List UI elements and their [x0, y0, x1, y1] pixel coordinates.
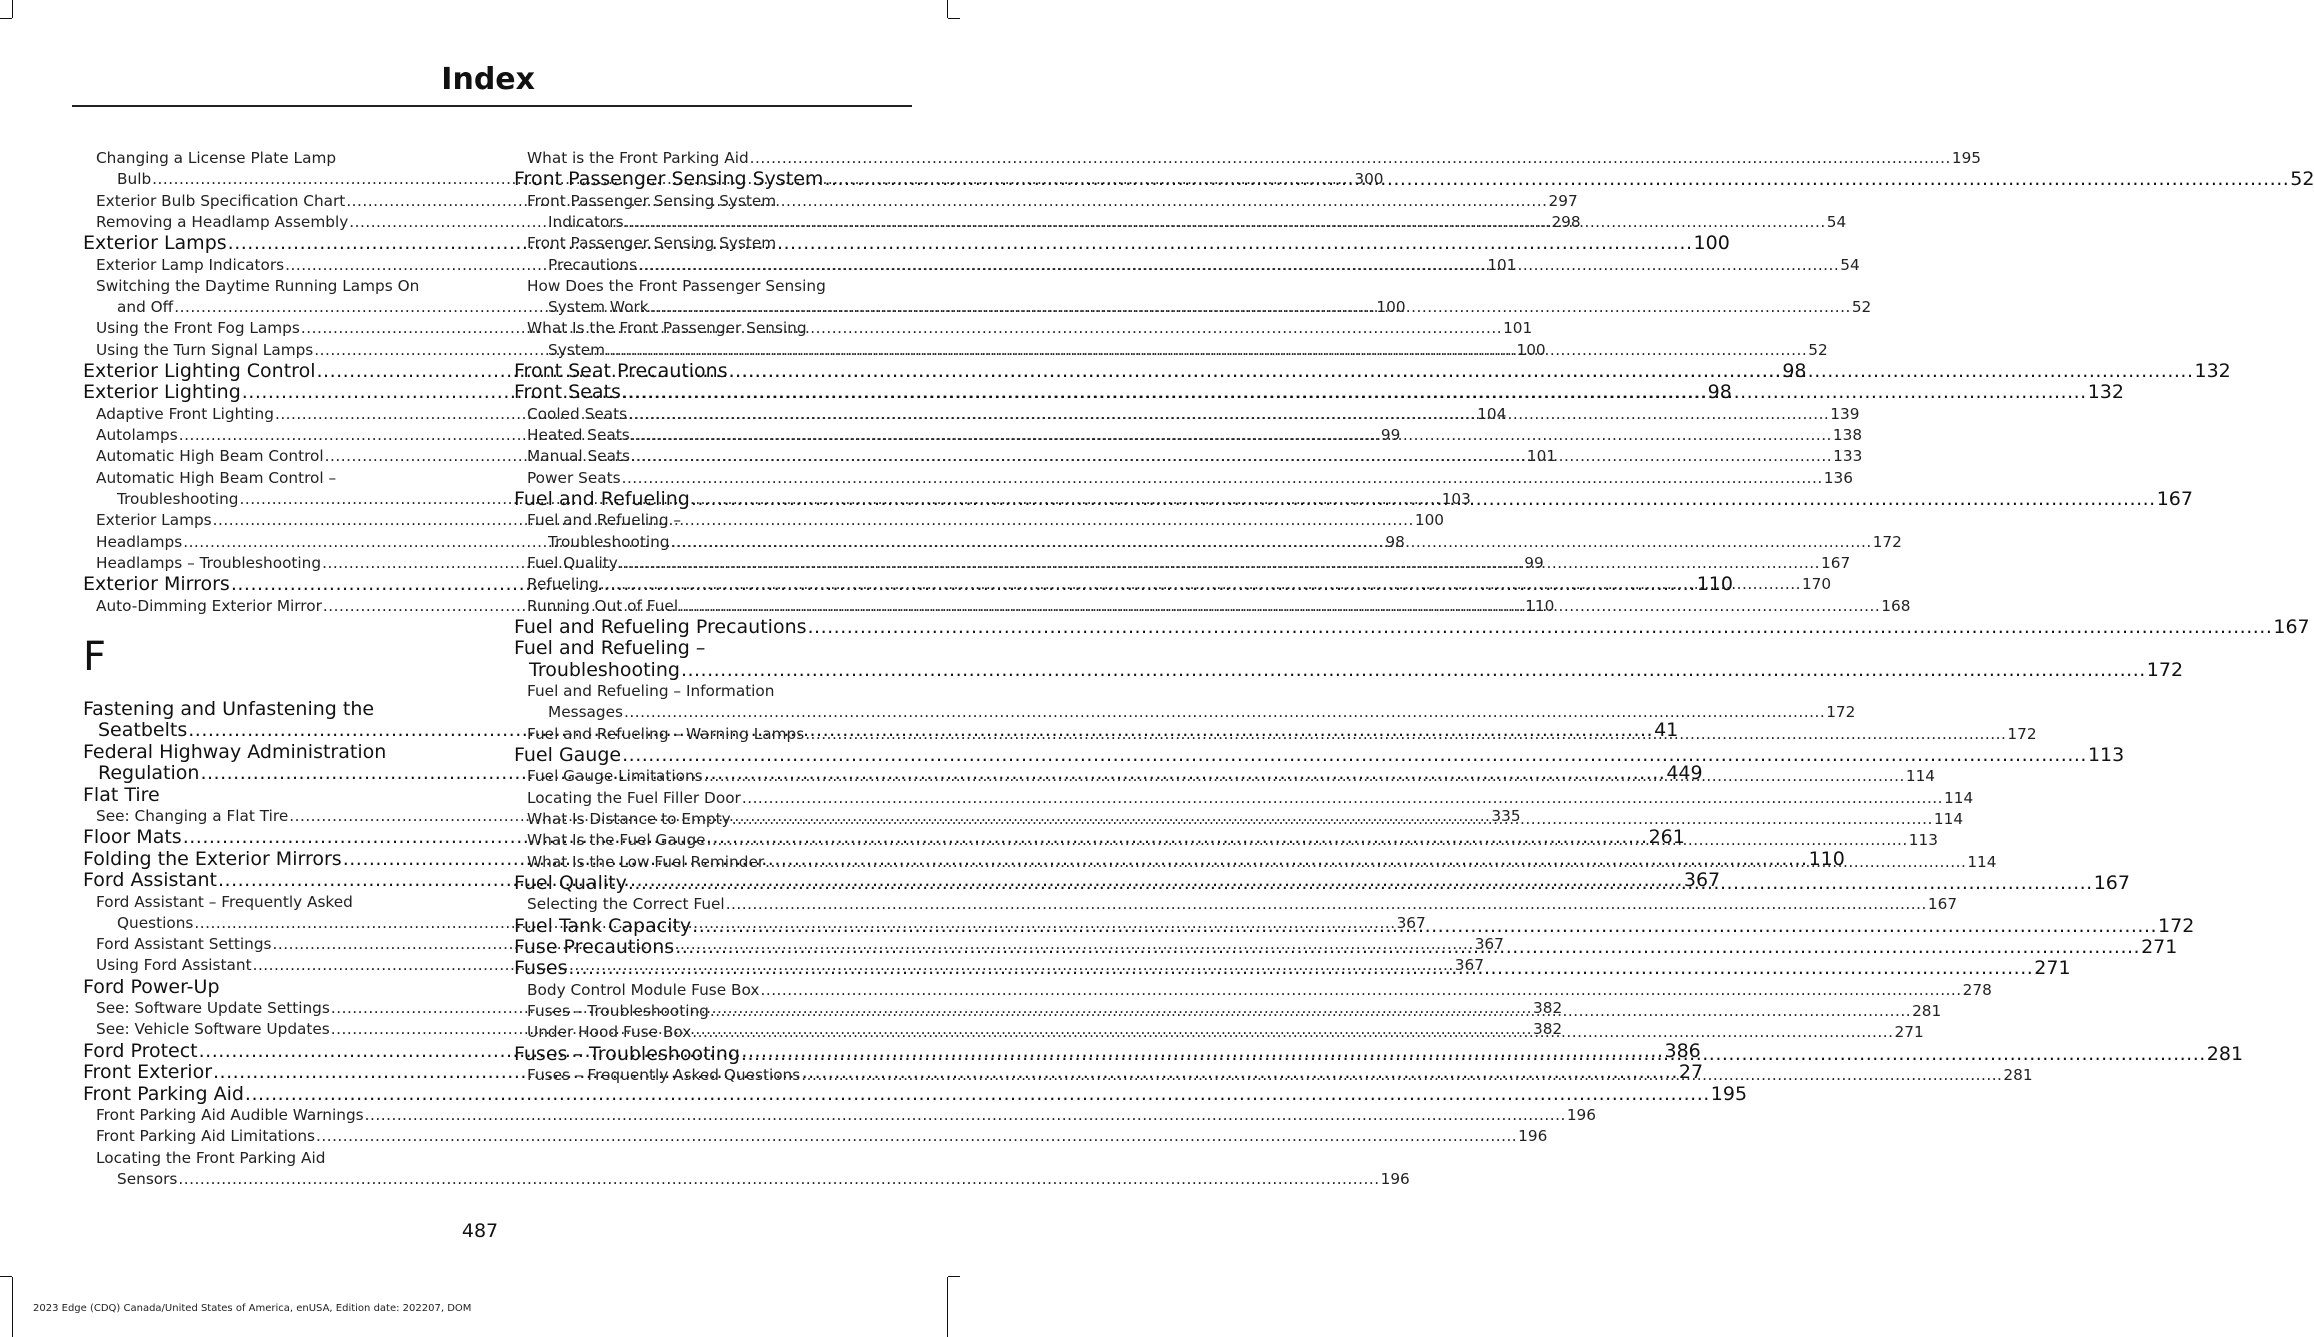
entry-page-number: 139	[1830, 404, 1860, 423]
dot-leader	[606, 340, 1807, 361]
entry-page-number: 367	[1396, 913, 1426, 932]
entry-page-number: 167	[2156, 488, 2193, 511]
entry-label: Removing a Headlamp Assembly	[96, 212, 349, 231]
index-heading: Fuel and Refueling –	[514, 637, 706, 660]
index-heading	[514, 615, 2310, 638]
crop-mark	[948, 18, 960, 19]
entry-page-number: 167	[1927, 895, 1958, 914]
crop-mark	[0, 1276, 12, 1277]
dot-leader	[679, 596, 1880, 617]
entry-label: Fuel and Refueling – Warning Lamps	[527, 724, 805, 743]
entry-page-number: 101	[1526, 447, 1557, 466]
index-subentry	[514, 702, 1856, 723]
entry-label: Front Passenger Sensing System	[514, 168, 824, 191]
entry-label: Locating the Fuel Filler Door	[527, 788, 741, 807]
entry-page-number: 52	[1851, 298, 1872, 317]
dot-leader	[625, 212, 1826, 233]
entry-page-number: 100	[1693, 232, 1730, 255]
index-subentry: Changing a License Plate Lamp	[96, 149, 337, 167]
entry-page-number: 271	[2034, 957, 2071, 980]
entry-page-number: 104	[1477, 404, 1507, 423]
index-subentry: Fuel and Refueling –	[527, 511, 682, 530]
entry-label: Body Control Module Fuse Box	[527, 980, 760, 999]
entry-label: Automatic High Beam Control	[96, 447, 324, 466]
crop-mark	[0, 18, 12, 19]
entry-page-number: 133	[1833, 447, 1863, 466]
dot-leader	[624, 702, 1825, 723]
footer-edition-info: 2023 Edge (CDQ) Canada/United States of America, enUSA, Edition date: 202207, DOM	[33, 1303, 472, 1314]
dot-leader	[805, 724, 2006, 745]
entry-page-number: 278	[1962, 980, 1992, 999]
entry-label: System Work	[548, 298, 649, 317]
entry-page-number: 367	[1474, 935, 1504, 954]
entry-label: Fuel and Refueling Precautions	[514, 615, 807, 638]
entry-label: See: Software Update Settings	[96, 999, 330, 1018]
dot-leader	[692, 1022, 1893, 1043]
dot-leader	[671, 532, 1872, 553]
entry-page-number: 110	[1696, 573, 1733, 596]
entry-label: Autolamps	[96, 426, 178, 445]
entry-page-number: 172	[2007, 724, 2037, 743]
entry-page-number: 281	[2206, 1042, 2244, 1065]
index-subentry: Automatic High Beam Control –	[96, 468, 337, 487]
dot-leader	[710, 1001, 1911, 1022]
entry-label: Exterior Lamps	[96, 511, 212, 530]
dot-leader	[729, 361, 2194, 382]
entry-page-number: 335	[1491, 807, 1521, 825]
dot-leader	[622, 382, 2087, 403]
dot-leader	[704, 766, 1905, 787]
entry-label: Using the Front Fog Lamps	[96, 319, 300, 338]
entry-label: Folding the Exterior Mirrors	[83, 847, 342, 870]
entry-label: Questions	[117, 913, 194, 932]
entry-label: Manual Seats	[527, 447, 630, 466]
entry-page-number: 170	[1801, 575, 1832, 594]
entry-page-number: 114	[1944, 788, 1974, 807]
index-subentry	[83, 1105, 1597, 1126]
entry-page-number: 54	[1826, 213, 1847, 231]
entry-page-number: 195	[1951, 149, 1982, 167]
entry-page-number: 132	[2087, 381, 2124, 404]
dot-leader	[707, 830, 1908, 851]
entry-page-number: 138	[1832, 426, 1863, 445]
entry-page-number: 367	[1683, 869, 1721, 892]
entry-page-number: 168	[1881, 596, 1911, 615]
entry-page-number: 386	[1664, 1039, 1701, 1062]
entry-page-number: 103	[1441, 490, 1471, 509]
index-heading	[514, 744, 2125, 767]
entry-label: Fuel Quality	[527, 554, 618, 573]
index-heading: Federal Highway Administration	[83, 740, 387, 763]
entry-page-number: 99	[1524, 553, 1544, 572]
dot-leader	[628, 404, 1829, 425]
dot-leader	[631, 425, 1832, 446]
entry-label: Ford Protect	[83, 1039, 198, 1062]
entry-page-number: 298	[1551, 212, 1581, 231]
entry-label: Front Exterior	[83, 1061, 213, 1084]
entry-label: Fuel Quality	[514, 871, 627, 894]
entry-label: See: Vehicle Software Updates	[96, 1020, 330, 1039]
index-subentry: Front Passenger Sensing System	[527, 191, 777, 210]
section-letter: F	[83, 633, 107, 680]
entry-label: Indicators	[548, 213, 624, 231]
entry-page-number: 271	[2141, 936, 2178, 959]
dot-leader	[245, 1084, 1710, 1105]
entry-label: Fuses	[514, 957, 568, 980]
dot-leader	[732, 809, 1933, 830]
dot-leader	[741, 1044, 2206, 1065]
entry-label: Exterior Lamps	[83, 232, 227, 255]
entry-label: Front Seat Precautions	[514, 360, 728, 383]
entry-label: Running Out of Fuel	[527, 596, 679, 615]
entry-label: Fuel Gauge	[514, 744, 622, 767]
entry-label: What is the Front Parking Aid	[527, 149, 749, 167]
entry-label: and Off	[117, 298, 174, 317]
dot-leader	[622, 745, 2087, 766]
entry-label: Troubleshooting	[529, 658, 680, 681]
index-subentry	[514, 788, 1974, 809]
entry-label: Cooled Seats	[527, 404, 628, 423]
entry-page-number: 136	[1823, 468, 1853, 487]
dot-leader	[365, 1105, 1566, 1126]
entry-label: Exterior Lighting	[83, 381, 241, 404]
entry-label: Fuel and Refueling	[514, 488, 690, 511]
entry-page-number: 382	[1532, 1020, 1563, 1039]
entry-page-number: 54	[1840, 255, 1860, 274]
index-subentry: Ford Assistant – Frequently Asked	[96, 892, 353, 911]
entry-label: Sensors	[117, 1169, 178, 1188]
entry-label: Messages	[548, 703, 624, 722]
entry-label: Refueling	[527, 575, 599, 594]
entry-page-number: 449	[1666, 762, 1703, 785]
entry-page-number: 196	[1380, 1169, 1410, 1188]
entry-page-number: 172	[2158, 914, 2195, 937]
entry-page-number: 52	[2290, 168, 2314, 191]
entry-page-number: 41	[1654, 719, 1679, 742]
entry-label: What Is the Low Fuel Reminder	[527, 852, 765, 871]
entry-label: Fuel Gauge Limitations	[527, 767, 703, 786]
entry-label: Exterior Bulb Specification Chart	[96, 191, 346, 210]
index-subentry: Switching the Daytime Running Lamps On	[96, 276, 420, 295]
index-subentry: How Does the Front Passenger Sensing	[527, 276, 826, 295]
entry-page-number: 261	[1648, 826, 1685, 849]
entry-label: Bulb	[117, 170, 152, 189]
entry-label: Exterior Lamp Indicators	[96, 255, 285, 274]
entry-label: See: Changing a Flat Tire	[96, 807, 289, 825]
entry-label: Front Parking Aid Audible Warnings	[96, 1105, 364, 1124]
dot-leader	[691, 489, 2156, 510]
index-subentry: Fuel and Refueling – Information	[527, 682, 775, 701]
entry-page-number: 52	[1808, 340, 1828, 359]
entry-label: Exterior Lighting Control	[83, 360, 316, 383]
dot-leader	[742, 788, 1943, 809]
dot-leader	[622, 468, 1823, 489]
crop-mark	[947, 1277, 948, 1337]
index-subentry	[514, 980, 1992, 1001]
entry-page-number: 101	[1487, 255, 1517, 274]
entry-page-number: 114	[1967, 852, 1997, 871]
crop-mark	[12, 1277, 13, 1337]
dot-leader	[638, 255, 1839, 276]
dot-leader	[760, 980, 1961, 1001]
entry-label: System	[548, 340, 606, 359]
index-subentry	[83, 1169, 1410, 1190]
entry-label: Ford Assistant	[83, 869, 218, 892]
entry-page-number: 132	[2194, 360, 2231, 383]
entry-label: Fuses – Troubleshooting	[514, 1042, 740, 1065]
entry-label: Seatbelts	[98, 719, 188, 742]
index-heading: Ford Power-Up	[83, 975, 220, 998]
entry-label: What Is Distance to Empty	[527, 810, 731, 829]
dot-leader	[228, 233, 1693, 254]
entry-page-number: 113	[2087, 744, 2125, 767]
dot-leader	[675, 937, 2140, 958]
index-heading: Fastening and Unfastening the	[83, 697, 375, 720]
index-heading: Flat Tire	[83, 783, 160, 806]
dot-leader	[568, 958, 2033, 979]
entry-page-number: 167	[2093, 871, 2130, 894]
entry-page-number: 300	[1354, 170, 1384, 189]
entry-label: Front Parking Aid	[83, 1082, 244, 1105]
entry-page-number: 172	[1872, 532, 1902, 551]
entry-page-number: 196	[1566, 1105, 1597, 1124]
entry-label: Troubleshooting	[117, 490, 239, 509]
index-subentry: What Is the Front Passenger Sensing	[527, 319, 807, 338]
dot-leader	[316, 1126, 1517, 1147]
entry-page-number: 382	[1533, 999, 1563, 1018]
index-subentry: Front Passenger Sensing System	[527, 234, 777, 253]
entry-label: Adaptive Front Lighting	[96, 404, 274, 423]
entry-page-number: 167	[2273, 615, 2310, 638]
entry-label: Fuse Precautions	[514, 936, 675, 959]
entry-label: Fuses – Frequently Asked Questions	[527, 1066, 801, 1085]
dot-leader	[824, 169, 2289, 190]
entry-page-number: 114	[1933, 810, 1964, 829]
index-subentry	[83, 1126, 1548, 1147]
entry-label: Using the Turn Signal Lamps	[96, 340, 314, 359]
dot-leader	[650, 297, 1851, 318]
dot-leader	[692, 916, 2157, 937]
page-title: Index	[441, 62, 535, 97]
index-subentry	[514, 468, 1853, 489]
dot-leader	[681, 660, 2146, 681]
entry-page-number: 98	[1385, 532, 1405, 551]
entry-label: Ford Assistant Settings	[96, 935, 272, 954]
entry-page-number: 271	[1894, 1023, 1924, 1042]
dot-leader	[801, 1065, 2002, 1086]
entry-label: Troubleshooting	[548, 532, 670, 551]
entry-page-number: 100	[1414, 511, 1445, 530]
entry-label: Fuel Tank Capacity	[514, 914, 692, 937]
dot-leader	[628, 873, 2093, 894]
entry-page-number: 172	[2146, 658, 2184, 681]
entry-label: Precautions	[548, 255, 638, 274]
entry-page-number: 114	[1905, 767, 1936, 786]
entry-label: Headlamps – Troubleshooting	[96, 553, 322, 572]
entry-page-number: 110	[1808, 847, 1845, 870]
dot-leader	[619, 553, 1820, 574]
entry-page-number: 172	[1826, 703, 1856, 722]
dot-leader	[808, 617, 2273, 638]
crop-mark	[948, 1276, 960, 1277]
entry-label: Heated Seats	[527, 426, 630, 445]
crop-mark	[947, 0, 948, 18]
dot-leader	[750, 148, 1951, 169]
entry-page-number: 99	[1380, 426, 1401, 445]
entry-page-number: 98	[1782, 360, 1807, 383]
entry-label: Exterior Mirrors	[83, 573, 230, 596]
entry-page-number: 281	[2003, 1066, 2033, 1085]
entry-label: Using Ford Assistant	[96, 956, 252, 975]
header-divider	[72, 105, 912, 107]
entry-page-number: 196	[1518, 1127, 1548, 1146]
index-subentry: Locating the Front Parking Aid	[96, 1148, 326, 1167]
entry-page-number: 98	[1707, 381, 1732, 404]
dot-leader	[765, 852, 1966, 873]
dot-leader	[178, 1169, 1379, 1190]
entry-label: Fuses – Troubleshooting	[527, 1002, 709, 1021]
index-subentry	[514, 148, 1982, 169]
entry-label: Regulation	[98, 762, 200, 785]
entry-label: What Is the Fuel Gauge	[527, 831, 706, 850]
crop-mark	[12, 0, 13, 18]
entry-label: Front Seats	[514, 381, 621, 404]
entry-label: Front Parking Aid Limitations	[96, 1127, 315, 1146]
entry-page-number: 27	[1678, 1061, 1704, 1084]
dot-leader	[600, 574, 1801, 595]
index-heading	[514, 658, 2184, 681]
entry-label: Auto-Dimming Exterior Mirror	[96, 596, 322, 615]
entry-page-number: 297	[1548, 191, 1578, 210]
entry-page-number: 195	[1710, 1082, 1748, 1105]
entry-page-number: 281	[1912, 1002, 1942, 1021]
dot-leader	[726, 894, 1927, 915]
entry-label: Under Hood Fuse Box	[527, 1023, 692, 1042]
index-heading	[83, 1082, 1748, 1105]
entry-page-number: 110	[1525, 596, 1555, 615]
dot-leader	[631, 446, 1832, 467]
entry-page-number: 167	[1821, 554, 1851, 573]
entry-label: Power Seats	[527, 468, 621, 487]
entry-page-number: 100	[1516, 340, 1546, 359]
entry-page-number: 100	[1376, 298, 1406, 317]
index-subentry	[514, 894, 1958, 915]
page-number: 487	[461, 1220, 499, 1242]
entry-page-number: 367	[1454, 956, 1484, 975]
entry-label: Selecting the Correct Fuel	[527, 895, 725, 914]
entry-page-number: 113	[1908, 831, 1938, 850]
entry-label: Floor Mats	[83, 826, 182, 849]
entry-label: Headlamps	[96, 532, 183, 551]
entry-page-number: 101	[1503, 319, 1533, 338]
